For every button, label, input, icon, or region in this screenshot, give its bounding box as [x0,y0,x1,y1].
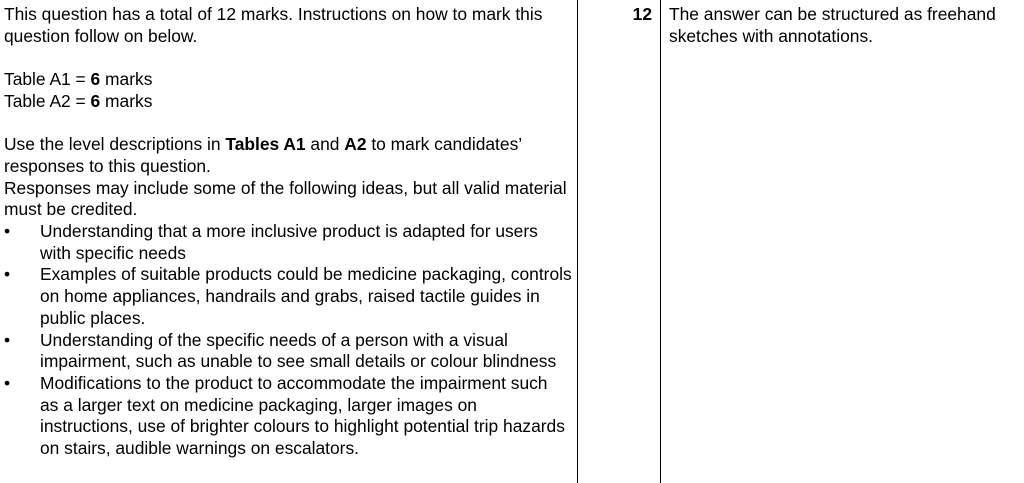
list-item-text: Understanding of the specific needs of a person with a visual impairment, such as unable to see small details or colour blindness [40,329,557,372]
level-descriptions-instruction [4,134,570,177]
table-a1-label: Table A1 = [4,69,91,90]
bullet-icon: • [4,372,11,393]
list-item [4,330,560,373]
levels-tables-a1: Tables A1 [225,134,306,155]
table-a1-line [4,69,574,91]
mark-scheme-content [4,4,574,460]
bullet-icon: • [4,221,11,241]
list-item [4,221,540,264]
bullet-icon: • [4,264,11,285]
table-a1-marks: 6 [90,69,101,90]
spacer [4,47,574,69]
list-item [4,373,570,460]
bullet-icon: • [4,329,11,350]
table-a2-unit: marks [100,90,153,111]
guidance-text: The answer can be structured as freehand sketches with annotations. [669,4,996,46]
table-a2-label: Table A2 = [4,90,91,111]
marks-total: 12 [632,4,652,24]
levels-prefix: Use the level descriptions in [4,134,226,155]
table-a2-marks: 6 [90,90,101,111]
list-item [4,264,580,329]
levels-and: and [305,134,345,155]
levels-suffix: to mark candidates’ responses to this question. [4,134,522,176]
table-a2-line [4,91,574,113]
column-divider-right [660,0,661,483]
column-divider-left [577,0,578,483]
list-item-text: Modifications to the product to accommodate the impairment such as a larger text on medicine packaging, larger images on instructions, use of brighter colours to highlight potential trip hazards on stairs, audible warnings on escalators. [40,372,565,459]
ideas-list [4,221,574,460]
responses-note: Responses may include some of the following ideas, but all valid material must be credited. [4,177,567,220]
list-item-text: Understanding that a more inclusive product is adapted for users with specific needs [40,221,538,263]
table-a1-unit: marks [100,69,153,90]
list-item-text: Examples of suitable products could be medicine packaging, controls on home appliances, handrails and grabs, raised tactile guides in public places. [40,264,572,328]
levels-a2: A2 [344,134,367,155]
intro-text: This question has a total of 12 marks. Instructions on how to mark this question follow on below. [4,4,543,46]
spacer [4,113,574,135]
